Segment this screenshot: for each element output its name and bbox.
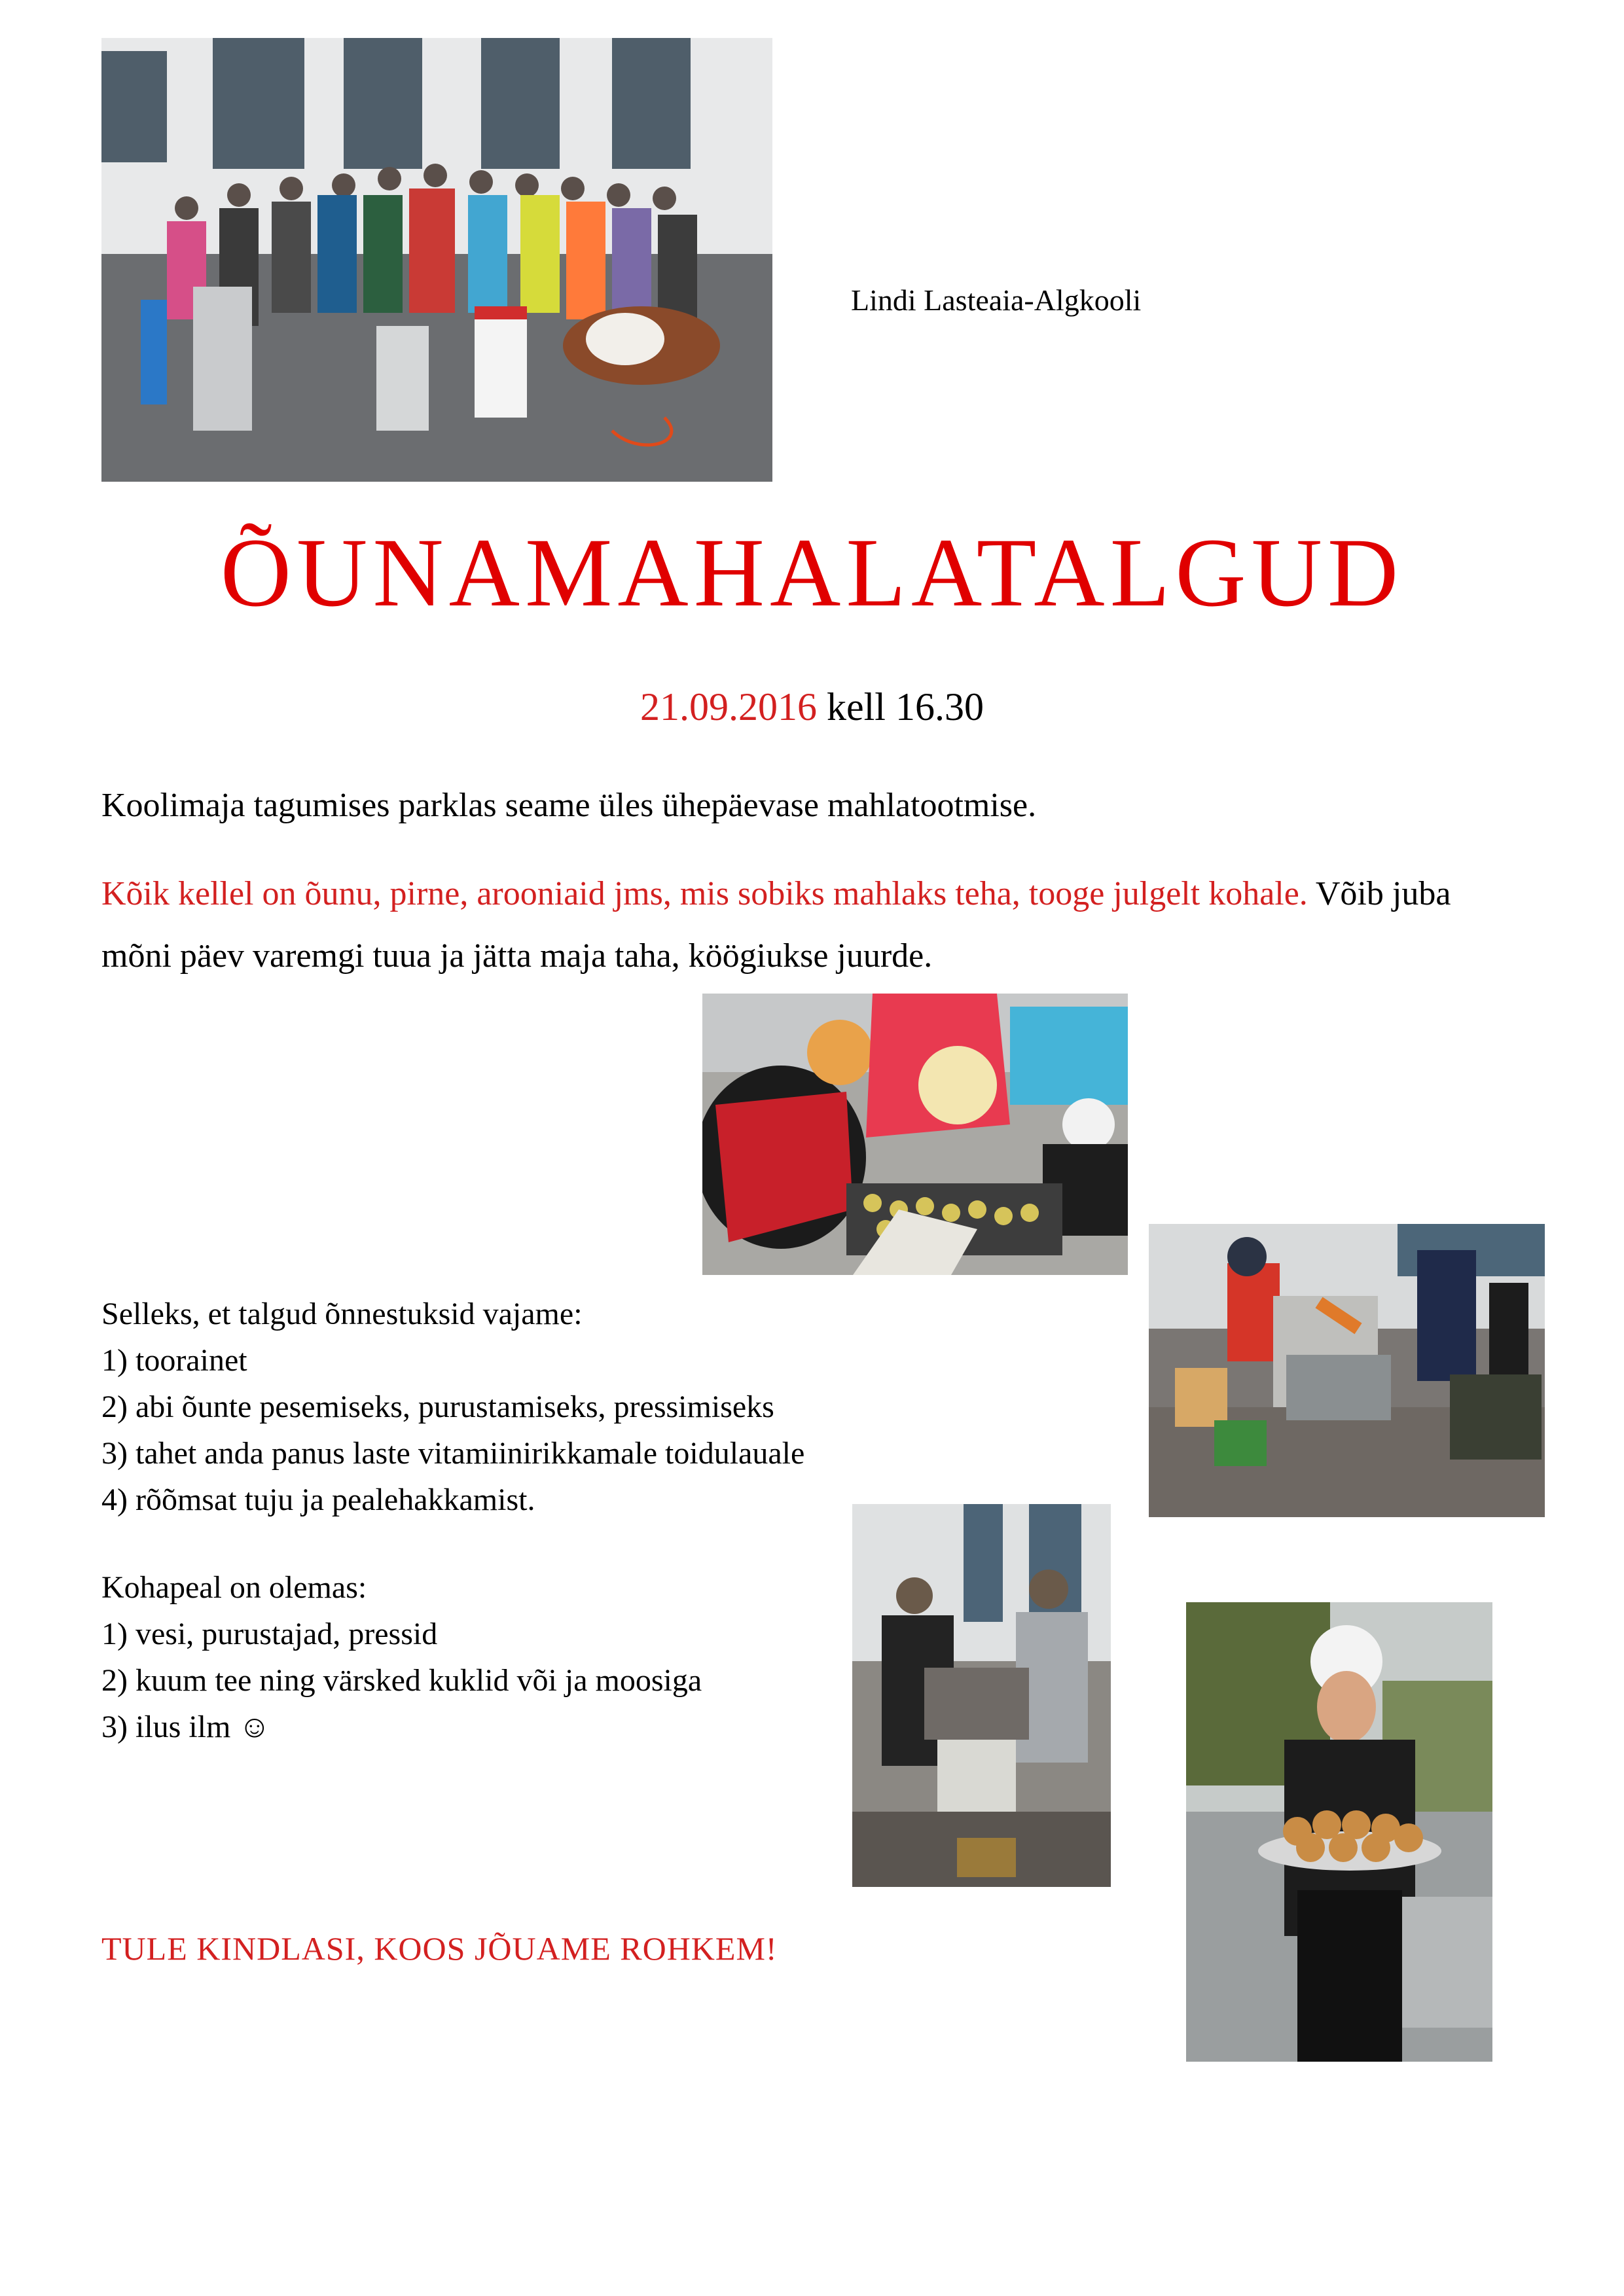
needs-item: 4) rõõmsat tuju ja pealehakkamist. [101, 1482, 535, 1517]
event-datetime [0, 687, 1624, 726]
onsite-item: 3) ilus ilm ☺ [101, 1710, 271, 1744]
onsite-item: 1) vesi, purustajad, pressid [101, 1617, 438, 1651]
event-date: 21.09.2016 [640, 685, 817, 728]
needs-list [101, 1291, 804, 1523]
event-title: ÕUNAMAHALATALGUD [220, 518, 1404, 627]
apple-press-photo [852, 1504, 1111, 1887]
organization-name: Lindi Lasteaia-Algkooli [851, 283, 1142, 317]
needs-item: 1) toorainet [101, 1343, 247, 1378]
needs-heading: Selleks, et talgud õnnestuksid vajame: [101, 1297, 583, 1331]
onsite-heading: Kohapeal on olemas: [101, 1570, 367, 1605]
onsite-list [101, 1564, 702, 1750]
group-photo [101, 38, 772, 482]
intro-paragraph [101, 863, 1476, 987]
call-to-action: TULE KINDLASI, KOOS JÕUAME ROHKEM! [101, 1930, 778, 1967]
intro-rest: Võib juba mõni päev varemgi tuua ja jätta maja taha, köögiukse juurde. [101, 875, 1451, 975]
event-time: kell 16.30 [827, 685, 984, 728]
baker-photo [1186, 1602, 1492, 2062]
onsite-item: 2) kuum tee ning värsked kuklid või ja moosiga [101, 1663, 702, 1698]
needs-item: 2) abi õunte pesemiseks, purustamiseks, pressimiseks [101, 1390, 774, 1424]
needs-item: 3) tahet anda panus laste vitamiinirikkamale toidulauale [101, 1436, 805, 1471]
intro-line: Koolimaja tagumises parklas seame üles ühepäevase mahlatootmise. [101, 787, 1037, 824]
intro-highlight: Kõik kellel on õunu, pirne, arooniaid jms, mis sobiks mahlaks teha, tooge julgelt kohale. [101, 875, 1308, 912]
apple-sorting-photo [702, 994, 1128, 1275]
apple-crusher-photo [1149, 1224, 1545, 1517]
